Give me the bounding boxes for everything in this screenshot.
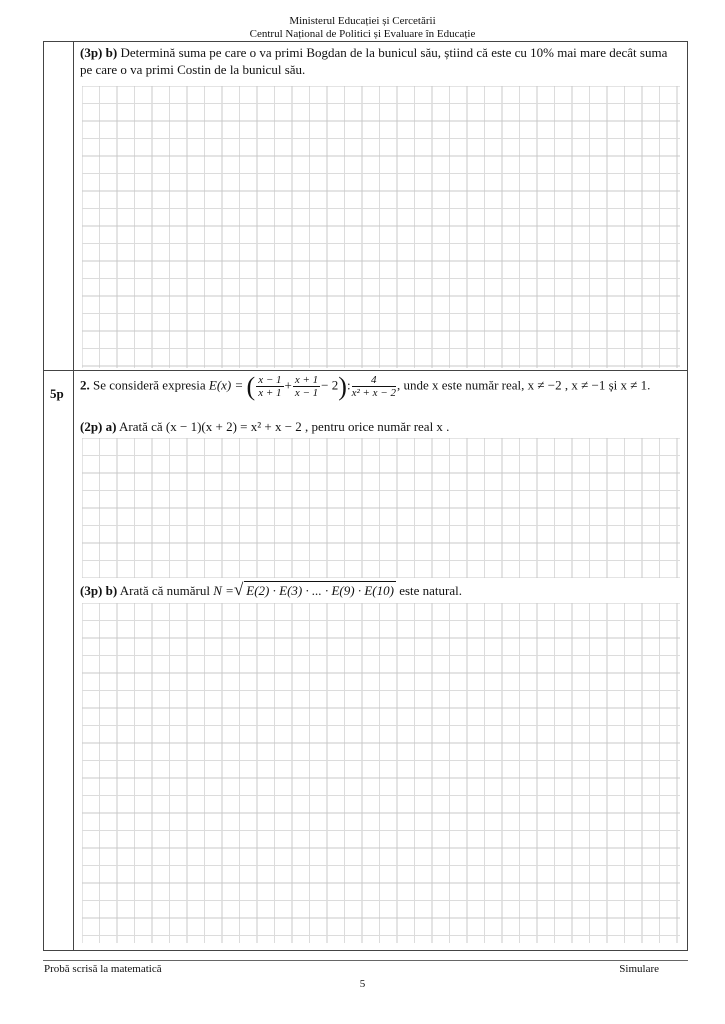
q2a-text: Arată că (x − 1)(x + 2) = x² + x − 2 , pentru orice număr real x .: [119, 419, 450, 434]
q2b-statement: (3p) b) Arată că numărul N =√ E(2) · E(3) · ... · E(9) · E(10) este natural.: [80, 580, 462, 599]
q2-number: 2.: [80, 377, 90, 393]
q2b-points: (3p) b): [80, 583, 118, 598]
q2-intro: Se consideră expresia: [93, 377, 206, 393]
q2-frac1: $\frac{x - 1}{x + 1}$: [258, 374, 282, 399]
answer-grid-q2b[interactable]: [82, 603, 680, 943]
q2a-points: (2p) a): [80, 419, 117, 434]
q2b-radicand: E(2) · E(3) · ... · E(9) · E(10): [246, 583, 394, 598]
q2b-text-after: este natural.: [399, 583, 462, 598]
footer-exam-title: Probă scrisă la matematică: [44, 963, 162, 975]
row-divider: [43, 370, 688, 371]
q2b-n-eq: N =: [213, 583, 234, 598]
answer-grid-q2a[interactable]: [82, 438, 680, 578]
q2-condition: , unde x este număr real, x ≠ −2 , x ≠ −1 și x ≠ 1.: [396, 377, 651, 393]
q2a-statement: [80, 418, 449, 435]
q1b-text-line2: pe care o va primi Costin de la bunicul său.: [80, 62, 306, 77]
answer-grid-q1b[interactable]: [82, 86, 680, 368]
score-column-divider: [73, 41, 74, 951]
footer-rule: [43, 960, 688, 961]
q2-frac3: $\frac{4}{\text{x² + x − 2}}$: [351, 374, 396, 399]
footer-session: Simulare: [619, 963, 659, 975]
q2-score: 5p: [50, 386, 64, 401]
page-number: 5: [359, 978, 366, 990]
q2b-text-before: Arată că numărul: [119, 583, 210, 598]
header-center: Centrul Național de Politici și Evaluare în Educație: [249, 28, 476, 40]
q2-statement: 2. Se consideră expresia E(x) = ( $\frac{x - 1}{x + 1}$ + $\frac{x + 1}{x - 1}$ − 2): $\frac{4}{\text{x² + x − 2}}$ , unde x este număr real, x ≠ −2 , x ≠ −1 și x ≠ 1.: [80, 372, 651, 401]
q2-expr-lhs: E(x) =: [208, 377, 244, 393]
q1b-text-line1: Determină suma pe care o va primi Bogdan de la bunicul său, știind că este cu 10% mai mare decât suma: [120, 45, 668, 60]
q1b-statement: [80, 44, 684, 78]
q2-frac2: $\frac{x + 1}{x - 1}$: [294, 374, 319, 399]
q1b-points: (3p) b): [80, 45, 118, 60]
header-ministry: Ministerul Educației și Cercetării: [289, 15, 436, 27]
